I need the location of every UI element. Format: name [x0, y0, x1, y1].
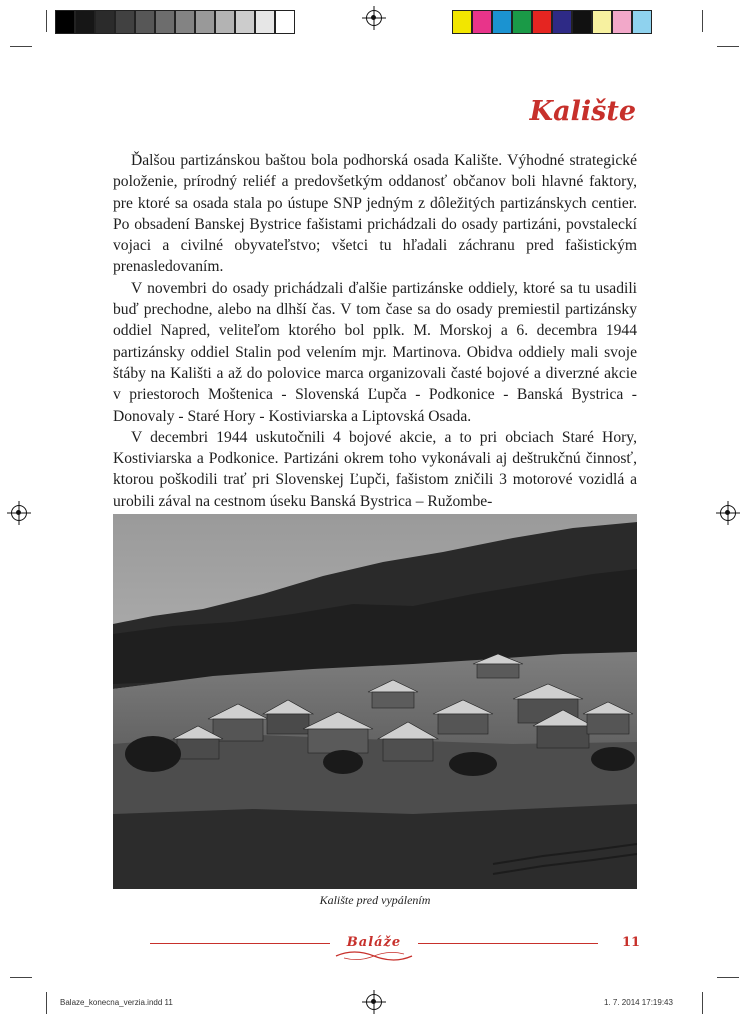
- registration-mark-left: [11, 505, 27, 521]
- paragraph-3: V decembri 1944 uskutočnili 4 bojové akcie, a to pri obciach Staré Hory, Kostiviarska a Podkonice. Partizáni okrem toho vykonávali aj deštrukčnú činnosť, ktorou poškodili trať pri Slovenskej Ľupči, fašistom zničili 3 motorové vozidlá a urobili zával na cestnom úseku Banská Bystrica – Ružombe-: [113, 428, 637, 510]
- village-photo: [113, 514, 637, 889]
- paragraph-2: V novembri do osady prichádzali ďalšie partizánske oddiely, ktoré sa tu usadili buď prechodne, alebo na dlhší čas. V tom čase sa do osady premiestil partizánsky oddiel Napred, veliteľom ktorého bol pplk. M. Morskoj a 6. decembra 1944 partizánsky oddiel Stalin pod velením mjr. Martinova. Obidva oddiely mali svoje štáby na Kališti a až do polovice marca organizovali časté bojové a diverzné akcie v priestoroch Moštenica - Slovenská Ľupča - Podkonice - Banská Bystrica - Donovaly - Staré Hory - Kostiviarska a Liptovská Osada.: [113, 279, 637, 425]
- process-swatch: [492, 10, 512, 34]
- process-color-bar: [452, 10, 652, 34]
- gray-swatch: [275, 10, 295, 34]
- photo-caption: Kalište pred vypálením: [319, 893, 431, 907]
- process-swatch: [592, 10, 612, 34]
- grayscale-color-bar: [55, 10, 295, 34]
- crop-mark: [702, 10, 703, 32]
- chapter-title: Kalište: [529, 96, 636, 127]
- process-swatch: [612, 10, 632, 34]
- process-swatch: [552, 10, 572, 34]
- process-swatch: [512, 10, 532, 34]
- process-swatch: [572, 10, 592, 34]
- registration-mark-bottom: [366, 994, 382, 1010]
- footer-author: Baláže: [346, 935, 402, 950]
- crop-mark: [717, 977, 739, 978]
- gray-swatch: [195, 10, 215, 34]
- footer-rule-left: [150, 943, 330, 944]
- footer-rule-right: [418, 943, 598, 944]
- page-number: 11: [622, 935, 641, 950]
- process-swatch: [632, 10, 652, 34]
- body-text: [113, 150, 637, 512]
- crop-mark: [702, 992, 703, 1014]
- gray-swatch: [175, 10, 195, 34]
- registration-mark-right: [720, 505, 736, 521]
- crop-mark: [46, 10, 47, 32]
- print-slug-date: 1. 7. 2014 17:19:43: [604, 998, 673, 1007]
- process-swatch: [472, 10, 492, 34]
- gray-swatch: [155, 10, 175, 34]
- crop-mark: [46, 992, 47, 1014]
- crop-mark: [10, 977, 32, 978]
- gray-swatch: [95, 10, 115, 34]
- gray-swatch: [135, 10, 155, 34]
- gray-swatch: [255, 10, 275, 34]
- registration-mark-top: [366, 10, 382, 26]
- crop-mark: [10, 46, 32, 47]
- footer-ornament: [334, 950, 414, 962]
- gray-swatch: [215, 10, 235, 34]
- process-swatch: [452, 10, 472, 34]
- process-swatch: [532, 10, 552, 34]
- gray-swatch: [115, 10, 135, 34]
- paragraph-1: Ďalšou partizánskou baštou bola podhorská osada Kalište. Výhodné strategické položenie, prírodný reliéf a predovšetkým oddanosť občanov boli hlavné faktory, pre ktoré sa osada stala po ústupe SNP jedným z dôležitých partizánskych centier. Po obsadení Banskej Bystrice fašistami prichádzali do osady partizáni, povstaleckí vojaci a civilné obyvateľstvo; všetci tu hľadali záchranu pred fašistickým prenasledovaním.: [113, 152, 637, 276]
- gray-swatch: [75, 10, 95, 34]
- crop-mark: [717, 46, 739, 47]
- gray-swatch: [55, 10, 75, 34]
- print-slug-file: Balaze_konecna_verzia.indd 11: [60, 998, 173, 1007]
- gray-swatch: [235, 10, 255, 34]
